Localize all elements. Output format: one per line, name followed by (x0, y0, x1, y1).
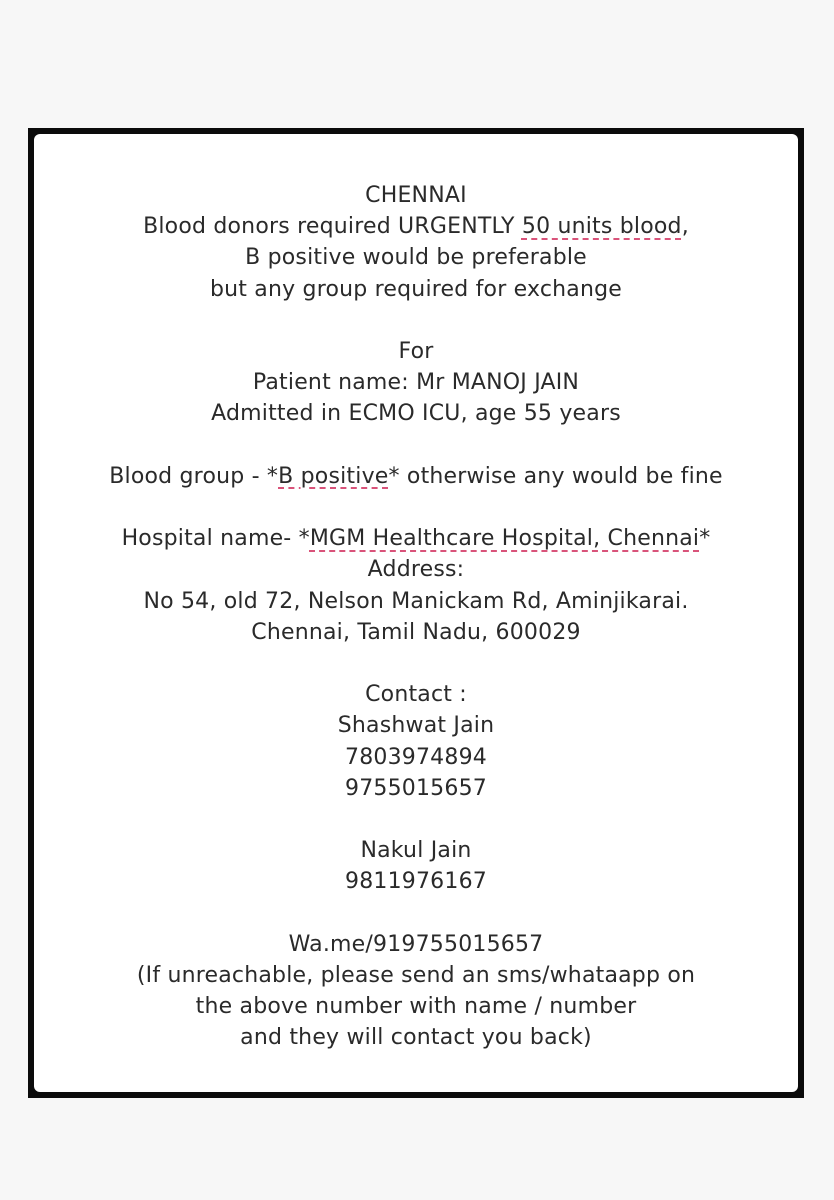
patient-name: Patient name: Mr MANOJ JAIN (252, 370, 580, 396)
address-line-1: No 54, old 72, Nelson Manickam Rd, Aminjikarai. (143, 588, 689, 614)
city-heading: CHENNAI (365, 183, 467, 208)
blood-group-line (34, 461, 798, 492)
whatsapp-link: Wa.me/919755015657 (288, 931, 544, 957)
exchange-line: but any group required for exchange (209, 276, 622, 302)
contact-label: Contact : (365, 682, 467, 708)
preference-line: B positive would be preferable (245, 245, 587, 271)
note-line-3: and they will contact you back) (240, 1025, 592, 1051)
spacer (34, 430, 798, 461)
notice-card (28, 128, 804, 1098)
contact-2-name: Nakul Jain (360, 838, 472, 864)
units-required: 50 units blood (521, 214, 682, 240)
spacer (34, 898, 798, 929)
note-line-1: (If unreachable, please send an sms/whataapp on (136, 962, 696, 988)
blood-group-label: Blood group - * (109, 463, 279, 489)
hospital-label: Hospital name- * (121, 526, 310, 552)
request-line (34, 211, 798, 242)
hospital-asterisk: * (699, 526, 711, 552)
spacer (34, 804, 798, 835)
spacer (34, 648, 798, 679)
notice-card-body (34, 134, 798, 1092)
blood-group-value: B positive (278, 463, 389, 489)
for-label: For (398, 339, 434, 364)
note-line-2: the above number with name / number (195, 994, 637, 1020)
hospital-name: MGM Healthcare Hospital, Chennai (309, 526, 700, 552)
contact-2-phone: 9811976167 (345, 869, 487, 895)
address-line-2: Chennai, Tamil Nadu, 600029 (251, 619, 581, 645)
request-comma: , (681, 214, 689, 240)
contact-1-phone-2: 9755015657 (345, 775, 487, 801)
contact-1-phone-1: 7803974894 (345, 744, 487, 770)
admitted-info: Admitted in ECMO ICU, age 55 years (211, 401, 621, 427)
request-text: Blood donors required URGENTLY (143, 214, 522, 240)
address-label: Address: (367, 557, 465, 583)
contact-1-name: Shashwat Jain (337, 713, 495, 739)
notice-text (34, 180, 798, 1054)
spacer (34, 305, 798, 336)
spacer (34, 492, 798, 523)
hospital-line (34, 523, 798, 554)
blood-group-note: * otherwise any would be fine (388, 463, 723, 489)
